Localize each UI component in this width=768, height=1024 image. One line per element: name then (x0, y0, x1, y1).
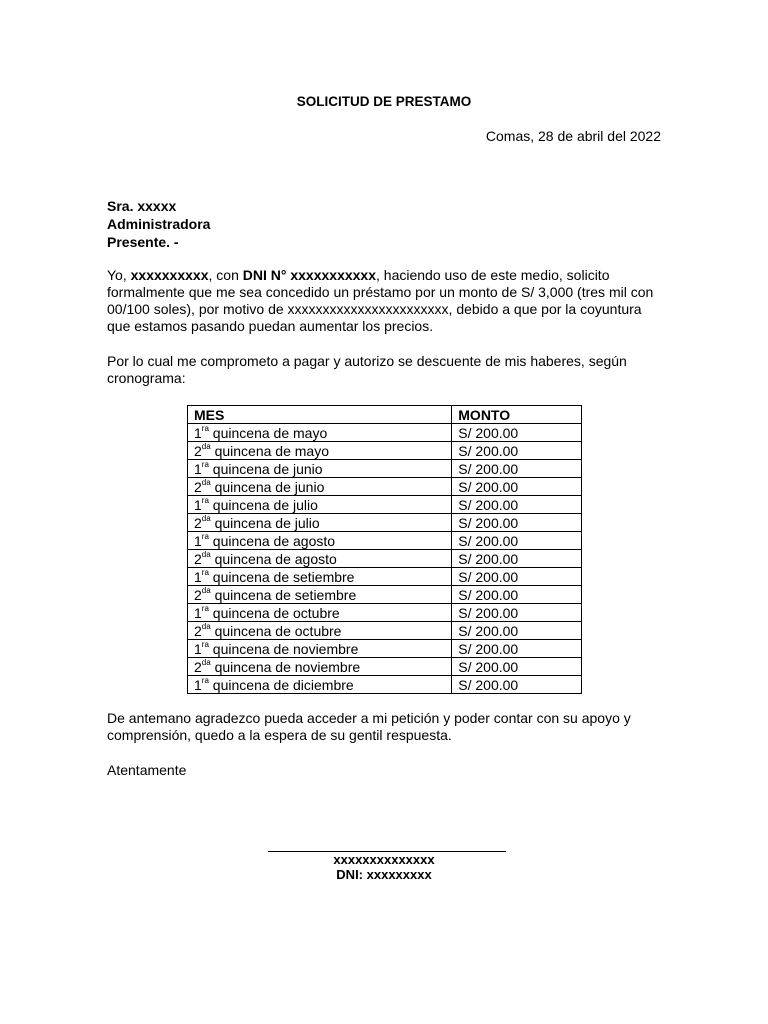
ordinal-number: 2 (194, 550, 202, 567)
cell-monto: S/ 200.00 (452, 622, 582, 640)
period-label: quincena de mayo (210, 442, 330, 459)
cell-monto: S/ 200.00 (452, 586, 582, 604)
table-header-row (188, 406, 582, 424)
recipient-salutation: Presente. - (107, 234, 179, 250)
header-monto: MONTO (452, 406, 582, 424)
table-row (188, 640, 582, 658)
ordinal-suffix: ra (201, 423, 209, 433)
cell-monto: S/ 200.00 (452, 478, 582, 496)
cell-mes (188, 622, 452, 640)
ordinal-suffix: da (201, 477, 211, 487)
cell-monto: S/ 200.00 (452, 604, 582, 622)
period-label: quincena de mayo (208, 424, 328, 441)
ordinal-suffix: da (201, 657, 211, 667)
cell-monto: S/ 200.00 (452, 676, 582, 694)
ordinal-number: 2 (194, 442, 202, 459)
ordinal-number: 2 (194, 658, 202, 675)
ordinal-number: 2 (194, 478, 202, 495)
commitment-paragraph: Por lo cual me comprometo a pagar y autorizo se descuente de mis haberes, según cronograma: (107, 353, 627, 386)
p1-text-b: , con (208, 267, 243, 283)
ordinal-suffix: ra (201, 459, 209, 469)
period-label: quincena de octubre (210, 622, 342, 639)
cell-mes (188, 586, 452, 604)
ordinal-suffix: ra (201, 567, 209, 577)
ordinal-suffix: da (201, 585, 211, 595)
header-mes: MES (188, 406, 452, 424)
ordinal-suffix: da (201, 441, 211, 451)
cell-monto: S/ 200.00 (452, 460, 582, 478)
cell-mes (188, 676, 452, 694)
ordinal-suffix: ra (201, 639, 209, 649)
ordinal-suffix: ra (201, 675, 209, 685)
ordinal-number: 1 (194, 604, 202, 621)
p1-text-c: , haciendo uso de este medio, solicito formalmente que me sea concedido un préstamo por un monto de S/ 3,000 (tres mil con 00/100 soles), por motivo de xxxxxxxxxxxxxxxxxxxxxxx, debido a que por la coyuntura que estamos pasando puedan aumentar los precios. (107, 267, 654, 334)
document-date: Comas, 28 de abril del 2022 (485, 128, 661, 144)
ordinal-number: 1 (194, 640, 202, 657)
table-row (188, 514, 582, 532)
cell-mes (188, 604, 452, 622)
cell-mes (188, 478, 452, 496)
table-row (188, 496, 582, 514)
cell-mes (188, 568, 452, 586)
table-row (188, 568, 582, 586)
period-label: quincena de octubre (208, 604, 340, 621)
recipient-title: Administradora (107, 216, 211, 232)
cell-monto: S/ 200.00 (452, 514, 582, 532)
ordinal-suffix: da (201, 621, 211, 631)
recipient-name: Sra. xxxxx (107, 198, 177, 214)
period-label: quincena de diciembre (208, 676, 354, 693)
ordinal-number: 2 (194, 586, 202, 603)
table-row (188, 478, 582, 496)
ordinal-number: 1 (194, 496, 202, 513)
cell-mes (188, 460, 452, 478)
signature-name: xxxxxxxxxxxxxx (333, 852, 435, 867)
p1-text-a: Yo, (107, 267, 131, 283)
cell-mes (188, 442, 452, 460)
period-label: quincena de julio (208, 496, 318, 513)
table-row (188, 460, 582, 478)
cell-monto: S/ 200.00 (452, 442, 582, 460)
cell-mes (188, 640, 452, 658)
ordinal-number: 1 (194, 676, 202, 693)
cell-mes (188, 532, 452, 550)
table-row (188, 550, 582, 568)
cell-mes (188, 550, 452, 568)
ordinal-suffix: da (201, 549, 211, 559)
cell-monto: S/ 200.00 (452, 532, 582, 550)
sign-off: Atentamente (107, 762, 187, 778)
table-row (188, 658, 582, 676)
table-row (188, 604, 582, 622)
cell-monto: S/ 200.00 (452, 658, 582, 676)
signature-dni: DNI: xxxxxxxxx (336, 867, 432, 882)
period-label: quincena de agosto (210, 550, 337, 567)
period-label: quincena de setiembre (210, 586, 357, 603)
ordinal-suffix: da (201, 513, 211, 523)
cell-mes (188, 496, 452, 514)
cell-mes (188, 424, 452, 442)
period-label: quincena de junio (210, 478, 325, 495)
period-label: quincena de noviembre (210, 658, 361, 675)
ordinal-number: 2 (194, 514, 202, 531)
period-label: quincena de setiembre (208, 568, 355, 585)
cell-mes (188, 514, 452, 532)
table-row (188, 442, 582, 460)
payment-schedule-table (187, 405, 582, 694)
ordinal-suffix: ra (201, 603, 209, 613)
cell-monto: S/ 200.00 (452, 568, 582, 586)
cell-monto: S/ 200.00 (452, 550, 582, 568)
ordinal-suffix: ra (201, 531, 209, 541)
table-row (188, 586, 582, 604)
ordinal-number: 1 (194, 568, 202, 585)
table-row (188, 622, 582, 640)
cell-monto: S/ 200.00 (452, 496, 582, 514)
table-row (188, 424, 582, 442)
cell-monto: S/ 200.00 (452, 424, 582, 442)
closing-paragraph: De antemano agradezco pueda acceder a mi petición y poder contar con su apoyo y comprensión, quedo a la espera de su gentil respuesta. (107, 710, 631, 743)
ordinal-number: 1 (194, 460, 202, 477)
ordinal-number: 2 (194, 622, 202, 639)
ordinal-number: 1 (194, 424, 202, 441)
document-title: SOLICITUD DE PRESTAMO (296, 94, 472, 109)
table-row (188, 676, 582, 694)
table-body (188, 424, 582, 694)
cell-monto: S/ 200.00 (452, 640, 582, 658)
cell-mes (188, 658, 452, 676)
table-row (188, 532, 582, 550)
applicant-dni: DNI N° xxxxxxxxxxx (242, 267, 376, 283)
ordinal-number: 1 (194, 532, 202, 549)
period-label: quincena de junio (208, 460, 323, 477)
ordinal-suffix: ra (201, 495, 209, 505)
applicant-name: xxxxxxxxxx (130, 267, 209, 283)
period-label: quincena de agosto (208, 532, 336, 549)
period-label: quincena de julio (210, 514, 320, 531)
recipient-block (107, 197, 210, 251)
request-paragraph (107, 267, 667, 335)
period-label: quincena de noviembre (208, 640, 359, 657)
